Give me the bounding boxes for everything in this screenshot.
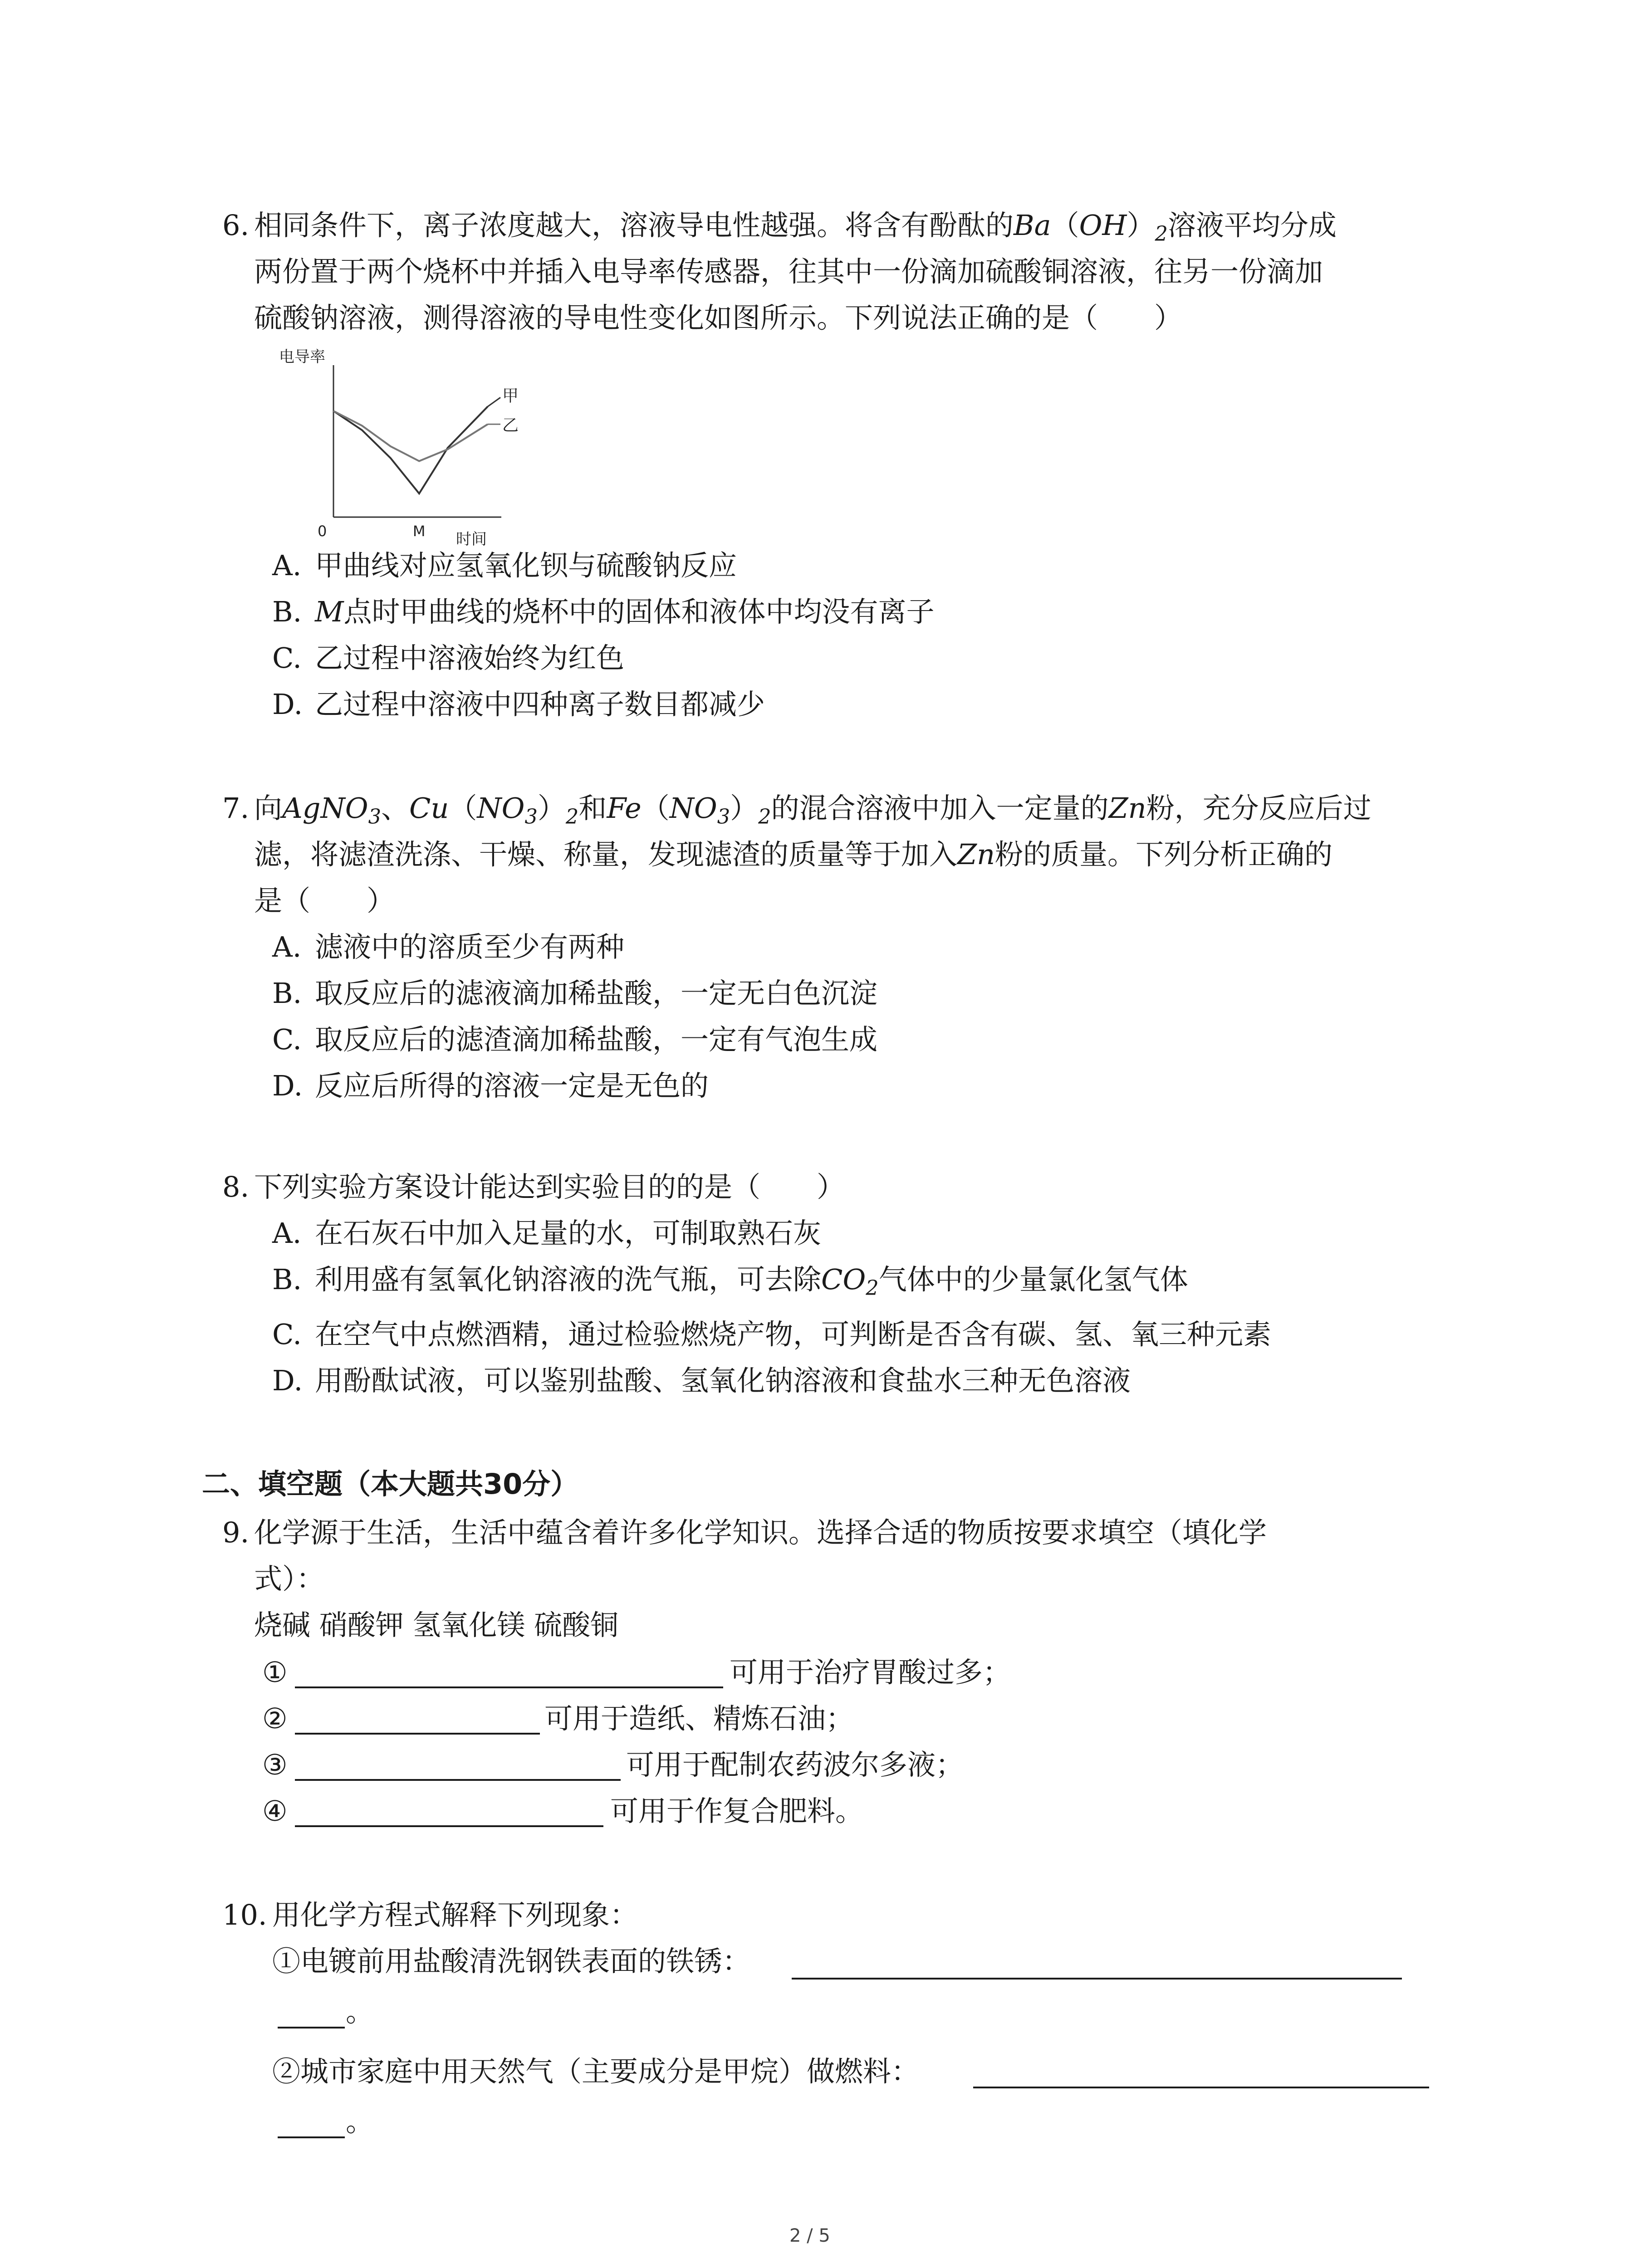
q8-option-d: D. 用酚酞试液，可以鉴别盐酸、氢氧化钠溶液和食盐水三种无色溶液 (272, 1364, 1131, 1397)
q10-item2-blank[interactable] (973, 2087, 1429, 2088)
q9-item4-text: 可用于作复合肥料。 (610, 1794, 864, 1828)
q6-option-c: C. 乙过程中溶液始终为红色 (272, 641, 625, 675)
q7-line1: 7. 向AgNO$_3$、$Cu(NO_3)_2$和$Fe(NO_3)_2$的混合溶液中加入一定量的Zn粉，充分反应后过 (222, 792, 1372, 829)
q6-number: 6. (222, 209, 250, 242)
q8-option-a: A. 在石灰石中加入足量的水，可制取熟石灰 (272, 1217, 822, 1250)
series-leader-0 (488, 397, 500, 406)
q6-option-b: B. M点时甲曲线的烧杯中的固体和液体中均没有离子 (272, 595, 935, 628)
q7-number: 7. (222, 792, 250, 825)
q8-option-b: B. 利用盛有氢氧化钠溶液的洗气瓶，可去除$CO_2$气体中的少量氯化氢气体 (272, 1263, 1188, 1300)
series-line-1 (333, 411, 488, 461)
q10-item2-text: ②城市家庭中用天然气（主要成分是甲烷）做燃料： (272, 2055, 920, 2088)
q9-item3-blank[interactable] (295, 1779, 621, 1781)
conductivity-chart (254, 345, 535, 549)
q6-option-d: D. 乙过程中溶液中四种离子数目都减少 (272, 688, 765, 721)
q10-item1-blank[interactable] (792, 1978, 1402, 1980)
q10-item2-blank-cont[interactable] (278, 2136, 345, 2138)
q7-line2: 滤，将滤渣洗涤、干燥、称量，发现滤渣的质量等于加入Zn粉的质量。下列分析正确的 (254, 838, 1333, 871)
series-line-0 (333, 406, 488, 494)
page-number: 2 / 5 (789, 2225, 830, 2246)
q8-number: 8. (222, 1170, 250, 1203)
q9-line2: 式）： (254, 1562, 325, 1595)
section-heading: 二、填空题（本大题共30分） (202, 1467, 579, 1501)
q6-line3: 硫酸钠溶液，测得溶液的导电性变化如图所示。下列说法正确的是（ ） (254, 301, 1183, 334)
q6-line2: 两份置于两个烧杯中并插入电导率传感器，往其中一份滴加硫酸铜溶液，往另一份滴加 (254, 255, 1323, 288)
q7-line3: 是（ ） (254, 884, 395, 917)
q9-number: 9. (222, 1516, 250, 1549)
q8-line1: 8. 下列实验方案设计能达到实验目的的是（ ） (222, 1170, 845, 1203)
q9-item1-text: 可用于治疗胃酸过多； (730, 1656, 1011, 1689)
q9-item2-text: 可用于造纸、精炼石油； (544, 1702, 854, 1735)
q9-item2-mark: ② (262, 1702, 288, 1735)
q9-item1-blank[interactable] (295, 1686, 723, 1688)
series-label-1: 乙 (502, 416, 519, 435)
q10-item1-blank-cont[interactable] (278, 2027, 345, 2028)
q9-choices: 烧碱 硝酸钾 氢氧化镁 硫酸铜 (254, 1608, 619, 1642)
q10-item2-end: 。 (346, 2105, 374, 2138)
origin-label: 0 (318, 523, 327, 540)
q10-item1-text: ①电镀前用盐酸清洗钢铁表面的铁锈： (272, 1945, 751, 1978)
q6-line1: 6. 相同条件下，离子浓度越大，溶液导电性越强。将含有酚酞的$Ba(OH)_2$溶液平均分成 (222, 209, 1337, 246)
series-label-0: 甲 (502, 386, 519, 406)
q9-item4-blank[interactable] (295, 1825, 603, 1827)
q10-number: 10. (222, 1898, 267, 1931)
q9-item1-mark: ① (262, 1656, 288, 1689)
q9-item3-mark: ③ (262, 1748, 288, 1781)
q9-line1: 9. 化学源于生活，生活中蕴含着许多化学知识。选择合适的物质按要求填空（填化学 (222, 1516, 1267, 1549)
x-tick-label-m: M (412, 523, 426, 540)
q7-option-b: B. 取反应后的滤液滴加稀盐酸，一定无白色沉淀 (272, 977, 878, 1010)
q10-item1-end: 。 (346, 1995, 374, 2028)
q9-item3-text: 可用于配制农药波尔多液； (626, 1748, 964, 1781)
q6-option-a: A. 甲曲线对应氢氧化钡与硫酸钠反应 (272, 549, 737, 582)
y-axis-label: 电导率 (279, 348, 325, 366)
x-axis-label: 时间 (456, 530, 487, 548)
q9-item2-blank[interactable] (295, 1733, 540, 1735)
q7-option-d: D. 反应后所得的溶液一定是无色的 (272, 1069, 709, 1102)
q9-item4-mark: ④ (262, 1794, 288, 1828)
q8-option-c: C. 在空气中点燃酒精，通过检验燃烧产物，可判断是否含有碳、氢、氧三种元素 (272, 1318, 1272, 1351)
q10-line1: 10. 用化学方程式解释下列现象： (222, 1898, 638, 1931)
q7-option-c: C. 取反应后的滤渣滴加稀盐酸，一定有气泡生成 (272, 1023, 878, 1056)
q7-option-a: A. 滤液中的溶质至少有两种 (272, 930, 625, 963)
